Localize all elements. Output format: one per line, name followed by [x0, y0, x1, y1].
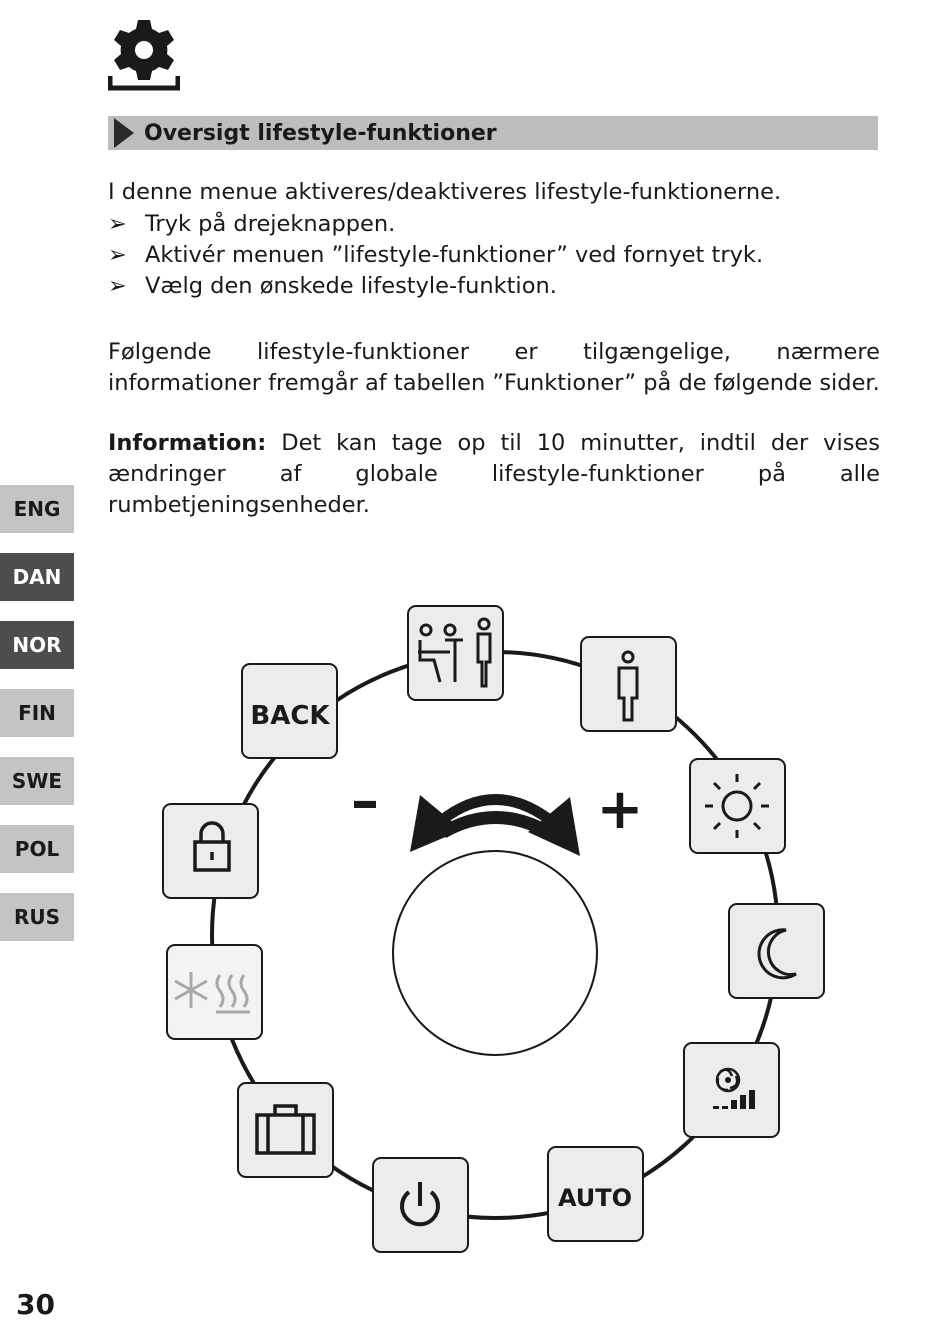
- tile-auto[interactable]: [548, 1147, 643, 1241]
- lang-tab-rus[interactable]: RUS: [0, 893, 74, 941]
- lang-tab-nor[interactable]: NOR: [0, 621, 74, 669]
- lang-tab-pol[interactable]: POL: [0, 825, 74, 873]
- tile-snow-heat[interactable]: [167, 945, 262, 1039]
- tile-back[interactable]: [242, 664, 337, 758]
- functions-paragraph: Følgende lifestyle-funktioner er tilgængelige, nærmere informationer fremgår af tabellen ”Funktioner” på de følgende sider.: [108, 339, 880, 396]
- lang-tab-eng[interactable]: ENG: [0, 485, 74, 533]
- tile-fan-level[interactable]: [684, 1043, 779, 1137]
- minus-sign: –: [351, 769, 379, 834]
- step-list: [108, 209, 880, 302]
- lang-tab-fin[interactable]: FIN: [0, 689, 74, 737]
- intro-text: I denne menue aktiveres/deaktiveres lifestyle-funktionerne.: [108, 179, 782, 205]
- tile-person[interactable]: [581, 637, 676, 731]
- step-item: ➢ Tryk på drejeknappen.: [108, 209, 880, 240]
- plus-sign: +: [596, 777, 644, 842]
- section-header: [108, 116, 878, 150]
- auto-label: AUTO: [557, 1184, 633, 1212]
- tile-party[interactable]: [408, 606, 503, 700]
- tile-sun[interactable]: [690, 759, 785, 853]
- lang-tab-swe[interactable]: SWE: [0, 757, 74, 805]
- gear-icon: [108, 18, 180, 92]
- rotary-knob[interactable]: [393, 851, 597, 1055]
- tile-power[interactable]: [373, 1158, 468, 1252]
- tile-suitcase[interactable]: [238, 1083, 333, 1177]
- section-arrow-icon: [114, 118, 134, 148]
- lang-tab-dan[interactable]: DAN: [0, 553, 74, 601]
- page-number: 30: [16, 1288, 55, 1321]
- step-item: ➢ Aktivér menuen ”lifestyle-funktioner” ved fornyet tryk.: [108, 240, 880, 271]
- tile-moon[interactable]: [729, 904, 824, 998]
- back-label: BACK: [250, 701, 330, 731]
- lifestyle-dial-diagram: [140, 590, 840, 1270]
- language-tabs: [0, 485, 74, 961]
- tile-lock[interactable]: [163, 804, 258, 898]
- section-title: Oversigt lifestyle-funktioner: [144, 120, 497, 146]
- information-note: [108, 428, 880, 521]
- info-label: Information:: [108, 430, 267, 456]
- rotate-arrow-icon: [410, 794, 580, 856]
- step-item: ➢ Vælg den ønskede lifestyle-funktion.: [108, 271, 880, 302]
- info-text: Det kan tage op til 10 minutter, indtil der vises ændringer af globale lifestyle-funktioner på alle rumbetjeningsenheder.: [108, 430, 880, 518]
